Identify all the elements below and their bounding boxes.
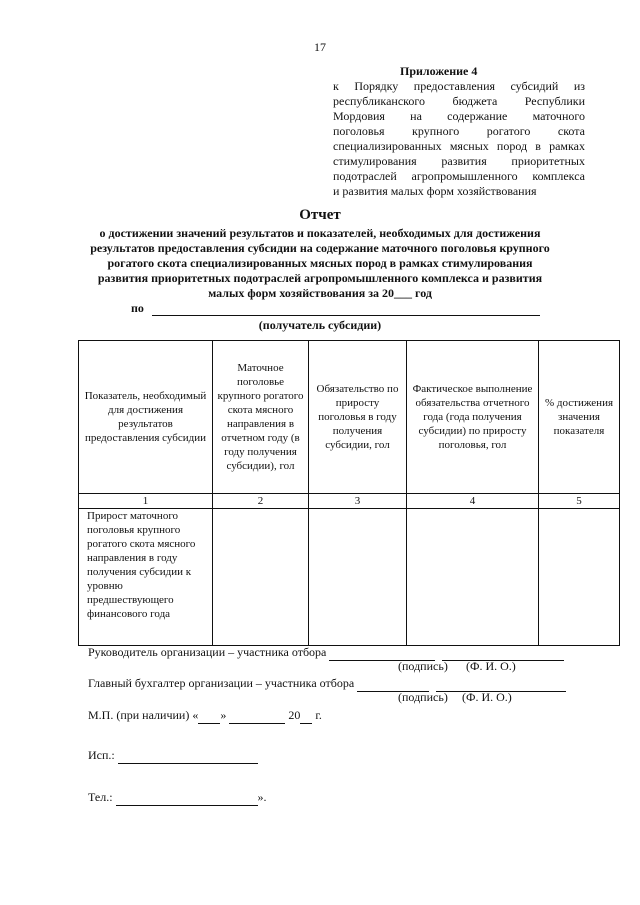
table-cell-obligation[interactable] [309,509,407,646]
table-column-number: 5 [539,494,620,509]
report-subtitle-line: о достижении значений результатов и показателей, необходимых для достижения [99,226,541,240]
report-subtitle [80,226,560,301]
report-title: Отчет [299,207,341,223]
stamp-day-field[interactable] [198,708,220,724]
executor-field[interactable] [118,748,258,764]
phone-suffix: ». [257,790,267,804]
report-table [78,340,620,646]
report-subtitle-line: малых форм хозяйствования за 20___ год [208,286,432,300]
table-column-number: 4 [407,494,539,509]
head-sub-name: (Ф. И. О.) [466,659,516,673]
appendix-line: и развития малых форм хозяйствования [333,184,537,198]
appendix-line: к Порядку предоставления субсидий из [333,79,585,93]
accountant-sub-name: (Ф. И. О.) [462,690,512,704]
executor-label: Исп.: [88,748,115,762]
table-header-indicator: Показатель, необходимый для достижения результатов предоставления субсидии [79,341,213,494]
head-label: Руководитель организации – участника отбора [88,645,327,659]
table-column-number: 2 [213,494,309,509]
table-header-obligation: Обязательство по приросту поголовья в году получения субсидии, гол [309,341,407,494]
appendix-line: специализированных мясных пород в рамках [333,139,585,153]
appendix-line: подотраслей агропромышленного комплекса [333,169,585,183]
appendix-text [333,79,585,199]
stamp-date-line [88,708,322,724]
table-row [79,509,620,646]
page-number: 17 [314,40,326,54]
table-header-percent: % достижения значения показателя [539,341,620,494]
table-column-number: 3 [309,494,407,509]
recipient-prefix: по [131,301,144,315]
accountant-label: Главный бухгалтер организации – участника отбора [88,676,355,690]
stamp-year: 20 [288,708,301,722]
recipient-caption: (получатель субсидии) [258,318,382,332]
stamp-year-field[interactable] [300,708,312,724]
appendix-line: Мордовия на содержание маточного [333,109,585,123]
appendix-line: стимулирования развития приоритетных [333,154,585,168]
table-header-actual: Фактическое выполнение обязательства отчетного года (года получения субсидии) по приросту поголовья, гол [407,341,539,494]
table-cell-actual[interactable] [407,509,539,646]
report-subtitle-line: рогатого скота специализированных мясных пород в рамках стимулирования [107,256,533,270]
phone-line [88,790,267,806]
appendix-line: поголовья крупного рогатого скота [333,124,585,138]
report-subtitle-line: развития приоритетных подотраслей агропромышленного комплекса и развития [97,271,543,285]
stamp-mid: » [220,708,227,722]
phone-label: Тел.: [88,790,113,804]
accountant-sub-sign: (подпись) [398,690,448,704]
stamp-prefix: М.П. (при наличии) « [88,708,199,722]
report-subtitle-line: результатов предоставления субсидии на содержание маточного поголовья крупного [90,241,550,255]
recipient-field[interactable] [152,315,540,316]
head-sub-sign: (подпись) [398,659,448,673]
table-cell-livestock[interactable] [213,509,309,646]
stamp-month-field[interactable] [229,708,285,724]
appendix-title: Приложение 4 [400,64,478,78]
appendix-line: республиканского бюджета Республики [333,94,585,108]
table-cell-indicator: Прирост маточного поголовья крупного рогатого скота мясного направления в году получения субсидии к уровню предшествующего финансового года [79,509,213,646]
table-cell-percent[interactable] [539,509,620,646]
table-column-number: 1 [79,494,213,509]
table-header-livestock: Маточное поголовье крупного рогатого скота мясного направления в отчетном году (в году получения субсидии), гол [213,341,309,494]
executor-line [88,748,258,764]
phone-field[interactable] [116,790,258,806]
stamp-suffix: г. [315,708,322,722]
